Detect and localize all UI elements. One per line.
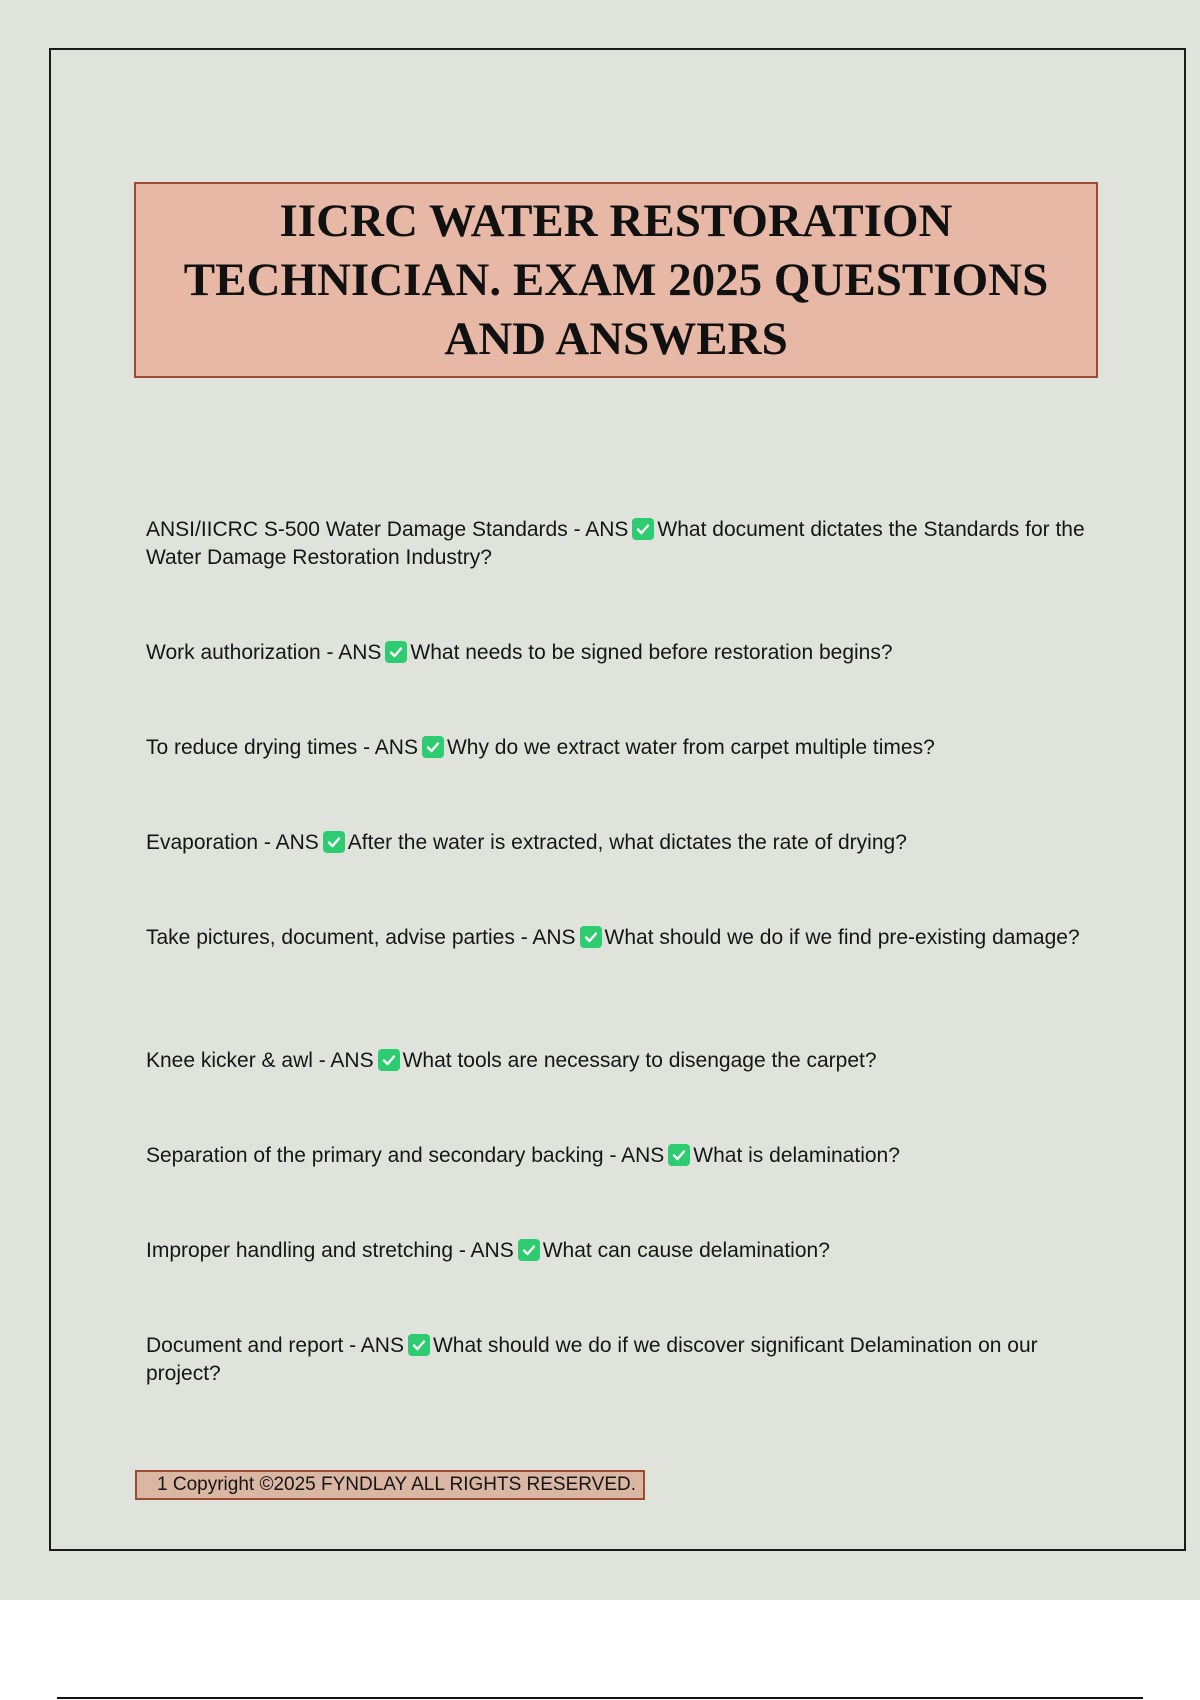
answer-text: Take pictures, document, advise parties (146, 926, 515, 949)
answer-text: Separation of the primary and secondary backing (146, 1144, 604, 1167)
bottom-divider (57, 1697, 1143, 1699)
answer-text: Document and report (146, 1334, 344, 1357)
question-text: What needs to be signed before restoration begins? (410, 641, 893, 664)
answer-text: Evaporation (146, 831, 259, 854)
ans-separator: - ANS (343, 1334, 404, 1357)
question-text: Why do we extract water from carpet multiple times? (446, 736, 935, 759)
check-mark-icon (668, 1144, 690, 1166)
ans-separator: - ANS (567, 518, 629, 541)
qa-item (146, 1047, 1096, 1075)
title-banner (134, 182, 1098, 378)
ans-separator: - ANS (514, 926, 576, 949)
ans-separator: - ANS (453, 1239, 514, 1262)
ans-separator: - ANS (320, 641, 382, 664)
ans-separator: - ANS (603, 1144, 665, 1167)
ans-separator: - ANS (258, 831, 319, 854)
answer-text: Knee kicker & awl (146, 1049, 313, 1072)
question-text: What should we do if we discover significant Delamination on our project? (146, 1334, 1038, 1385)
qa-item (146, 734, 1096, 762)
ans-separator: - ANS (357, 736, 418, 759)
qa-item (146, 924, 1096, 952)
qa-item (146, 639, 1096, 667)
question-text: What tools are necessary to disengage the carpet? (402, 1049, 877, 1072)
answer-text: Improper handling and stretching (146, 1239, 454, 1262)
check-mark-icon (323, 831, 345, 853)
check-mark-icon (408, 1334, 430, 1356)
answer-text: To reduce drying times (146, 736, 358, 759)
ans-separator: - ANS (312, 1049, 374, 1072)
qa-item (146, 1142, 1096, 1170)
check-mark-icon (378, 1049, 400, 1071)
qa-item (146, 829, 1096, 857)
check-mark-icon (422, 736, 444, 758)
qa-item (146, 1332, 1096, 1388)
qa-item (146, 516, 1096, 572)
check-mark-icon (518, 1239, 540, 1261)
question-text: What can cause delamination? (542, 1239, 830, 1262)
copyright-banner (135, 1470, 645, 1500)
answer-text: ANSI/IICRC S-500 Water Damage Standards (146, 518, 568, 541)
check-mark-icon (385, 641, 407, 663)
check-mark-icon (632, 518, 654, 540)
question-text: After the water is extracted, what dictates the rate of drying? (347, 831, 907, 854)
answer-text: Work authorization (146, 641, 321, 664)
qa-item (146, 1237, 1096, 1265)
question-text: What document dictates the Standards for the Water Damage Restoration Industry? (146, 518, 1085, 569)
check-mark-icon (580, 926, 602, 948)
question-text: What is delamination? (693, 1144, 900, 1167)
document-title: IICRC WATER RESTORATION TECHNICIAN. EXAM 2025 QUESTIONS AND ANSWERS (183, 194, 1049, 365)
question-text: What should we do if we find pre-existing damage? (604, 926, 1080, 949)
copyright-text: 1 Copyright ©2025 FYNDLAY ALL RIGHTS RESERVED. (157, 1474, 636, 1495)
